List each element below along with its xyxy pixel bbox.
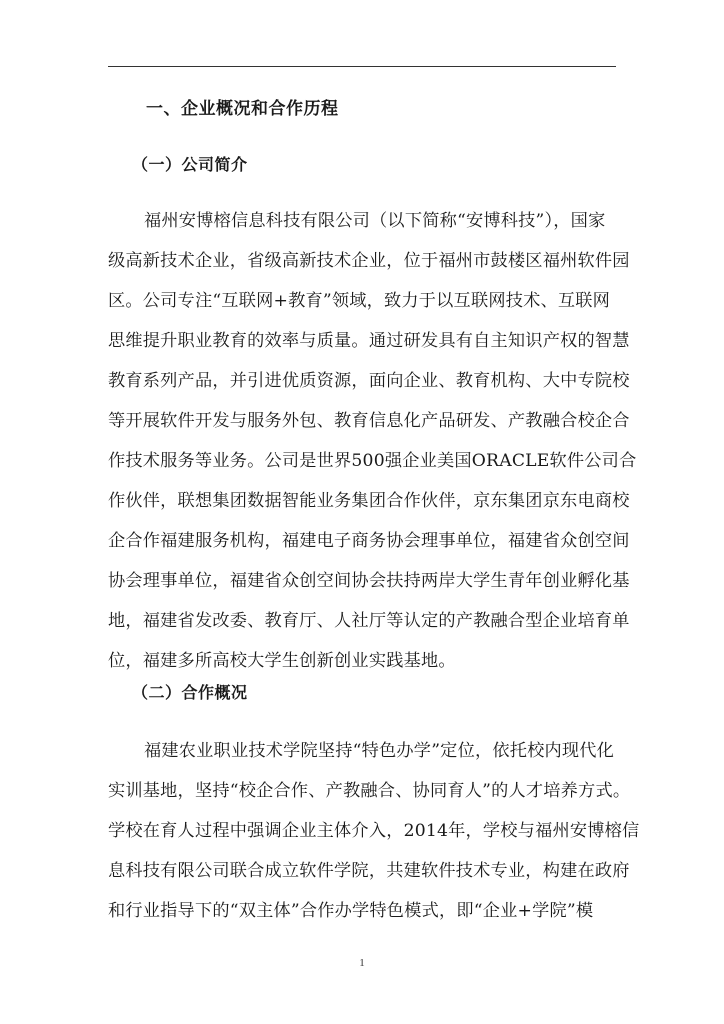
paragraph-line: 作技术服务等业务。公司是世界500强企业美国ORACLE软件公司合 [108,451,637,471]
paragraph-line: 位，福建多所高校大学生创新创业实践基地。 [108,651,456,671]
section-heading-company-intro: （一）公司简介 [132,155,248,174]
paragraph-line: 实训基地，坚持“校企合作、产教融合、协同育人”的人才培养方式。 [108,781,631,801]
paragraph-line: 学校在育人过程中强调企业主体介入，2014年，学校与福州安博榕信 [108,821,640,841]
paragraph-line: 等开展软件开发与服务外包、教育信息化产品研发、产教融合校企合 [108,411,630,431]
paragraph-line: 地，福建省发改委、教育厅、人社厅等认定的产教融合型企业培育单 [108,611,630,631]
section-heading-cooperation-overview: （二）合作概况 [132,683,248,702]
paragraph-line: 区。公司专注“互联网+教育”领域，致力于以互联网技术、互联网 [108,291,611,311]
paragraph-line: 协会理事单位，福建省众创空间协会扶持两岸大学生青年创业孵化基 [108,571,630,591]
page-number: 1 [359,957,365,969]
paragraph-line: 教育系列产品，并引进优质资源，面向企业、教育机构、大中专院校 [108,371,630,391]
paragraph-line: 息科技有限公司联合成立软件学院，共建软件技术专业，构建在政府 [108,861,630,881]
paragraph-line: 企合作福建服务机构，福建电子商务协会理事单位，福建省众创空间 [108,531,630,551]
paragraph-line: 福州安博榕信息科技有限公司（以下简称“安博科技”），国家 [144,211,606,231]
paragraph-line: 思维提升职业教育的效率与质量。通过研发具有自主知识产权的智慧 [108,331,630,351]
chapter-heading: 一、企业概况和合作历程 [146,99,339,119]
paragraph-line: 和行业指导下的“双主体”合作办学特色模式，即“企业+学院”模 [108,901,594,921]
header-rule [108,66,616,67]
paragraph-line: 福建农业职业技术学院坚持“特色办学”定位，依托校内现代化 [144,741,615,761]
paragraph-line: 作伙伴，联想集团数据智能业务集团合作伙伴，京东集团京东电商校 [108,491,630,511]
paragraph-line: 级高新技术企业，省级高新技术企业，位于福州市鼓楼区福州软件园 [108,251,630,271]
